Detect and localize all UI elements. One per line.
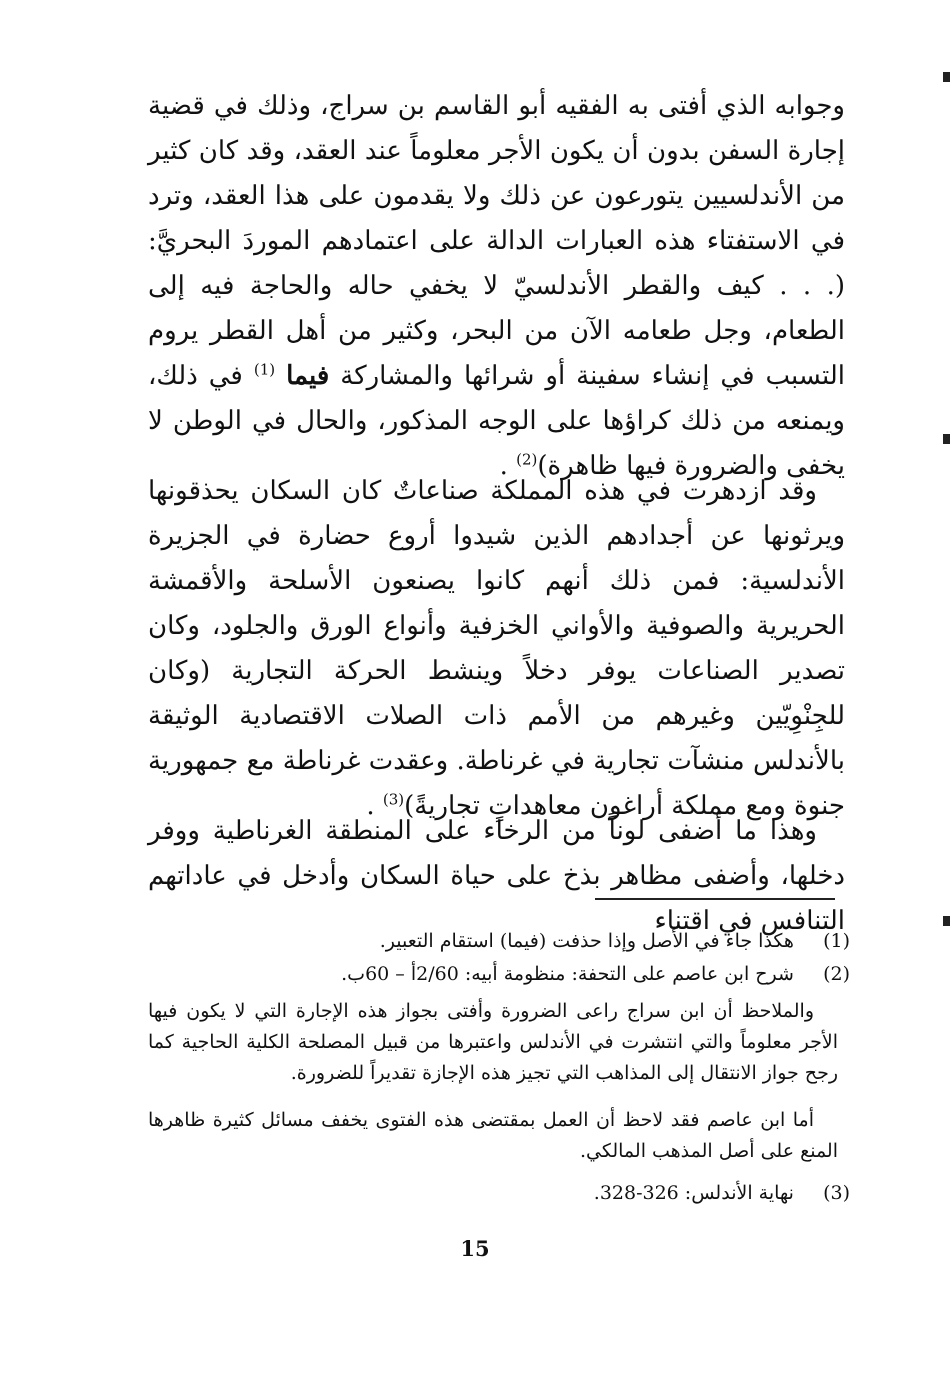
- footnote-number: (3): [823, 1182, 850, 1204]
- footnote-note-text: أما ابن عاصم فقد لاحظ أن العمل بمقتضى هذه الفتوى يخفف مسائل كثيرة ظاهرها المنع على أصل المذهب المالكي.: [148, 1109, 838, 1162]
- footnote-note-text: والملاحظ أن ابن سراج راعى الضرورة وأفتى بجواز هذه الإجارة التي لا يكون فيها الأجر معلوماً والتي انتشرت في الأندلس واعتبرها من قبيل المصلحة الكلية الحاجية كما رجح جواز الانتقال إلى المذاهب التي تجيز هذه الإجازة تقديراً للضرورة.: [148, 1000, 838, 1084]
- footnote-3: [148, 1178, 850, 1209]
- body-paragraph-3: [148, 809, 845, 944]
- body-paragraph-1: [148, 84, 845, 489]
- margin-mark: [943, 916, 950, 926]
- paragraph-text: وجوابه الذي أفتى به الفقيه أبو القاسم بن سراج، وذلك في قضية إجارة السفن بدون أن يكون الأجر معلوماً عند العقد، وقد كان كثير من الأندلسيين يتورعون عن ذلك ولا يقدمون على هذا العقد، وترد في الاستفتاء هذه العبارات الدالة على اعتمادهم الموردَ البحريَّ: (. . . كيف والقطر الأندلسيّ لا يخفي حاله والحاجة فيه إلى الطعام، وجل طعامه الآن من البحر، وكثير من أهل القطر يروم التسبب في إنشاء سفينة أو شرائها والمشاركة: [148, 91, 846, 391]
- paragraph-end: .: [499, 451, 508, 481]
- margin-mark: [943, 72, 950, 82]
- paragraph-text: وهذا ما أضفى لوناً من الرخاء على المنطقة الغرناطية ووفر دخلها، وأضفى مظاهر بذخ على حياة السكان وأدخل في عاداتهم التنافس في اقتناء: [148, 816, 845, 936]
- footnote-2: [148, 959, 850, 990]
- footnote-1: [148, 926, 850, 957]
- paragraph-end: .: [366, 791, 375, 821]
- body-paragraph-2: [148, 469, 845, 829]
- footnote-text: شرح ابن عاصم على التحفة: منظومة أبيه: 2/60أ – 60ب.: [341, 963, 794, 985]
- footnote-ref: (3): [382, 790, 405, 809]
- bold-word: فيما: [286, 361, 330, 391]
- footnote-number: (1): [823, 930, 850, 952]
- paragraph-text: وقد ازدهرت في هذه المملكة صناعاتٌ كان السكان يحذقونها ويرثونها عن أجدادهم الذين شيدوا أروع حضارة في الجزيرة الأندلسية: فمن ذلك أنهم كانوا يصنعون الأسلحة والأقمشة الحريرية والصوفية والأواني الخزفية وأنواع الورق والجلود، وكان تصدير الصناعات يوفر دخلاً وينشط الحركة التجارية (وكان للجِنْوِيّين وغيرهم من الأمم ذات الصلات الاقتصادية الوثيقة بالأندلس منشآت تجارية في غرناطة. وعقدت غرناطة مع جمهورية جنوة ومع مملكة أراغون معاهداتٍ تجاريةً): [148, 476, 845, 821]
- footnote-text: نهاية الأندلس: 326-328.: [593, 1182, 794, 1204]
- footnote-text: هكذا جاء في الأصل وإذا حذفت (فيما) استقام التعبير.: [379, 930, 794, 952]
- footnote-number: (2): [823, 963, 850, 985]
- footnote-2-note-2: [148, 1105, 838, 1167]
- margin-mark: [943, 434, 950, 444]
- footnote-2-note-1: [148, 996, 838, 1089]
- footnote-separator: [595, 898, 835, 900]
- footnote-ref: (1): [253, 360, 276, 379]
- footnote-ref: (2): [516, 450, 538, 469]
- page-number: 15: [460, 1236, 490, 1261]
- paragraph-text: في ذلك، ويمنعه من ذلك كراؤها على الوجه المذكور، والحال في الوطن لا يخفى والضرورة فيها ظاهرة): [148, 361, 845, 481]
